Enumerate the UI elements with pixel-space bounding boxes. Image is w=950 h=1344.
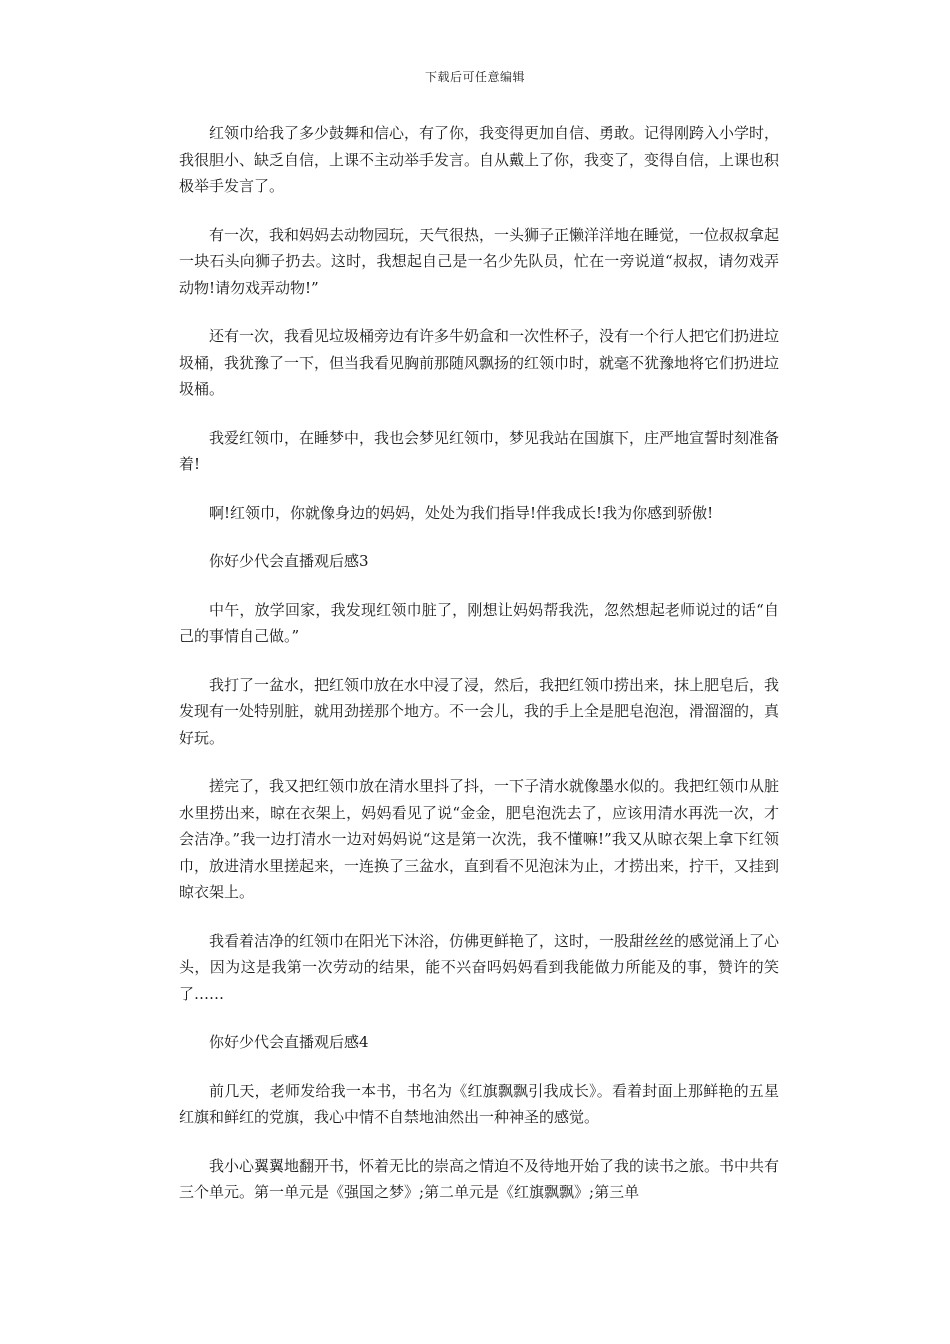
paragraph: 啊!红领巾，你就像身边的妈妈，处处为我们指导!伴我成长!我为你感到骄傲! [209,503,714,522]
paragraph: 前几天，老师发给我一本书，书名为《红旗飘飘引我成长》。看着封面上那鲜艳的五星红旗和鲜红的党旗，我心中情不自禁地油然出一种神圣的感觉。 [179,1081,779,1126]
paragraph: 中午，放学回家，我发现红领巾脏了，刚想让妈妈帮我洗，忽然想起老师说过的话“自己的事情自己做。” [179,600,779,645]
paragraph: 我爱红领巾，在睡梦中，我也会梦见红领巾，梦见我站在国旗下，庄严地宣誓时刻准备着! [179,428,780,473]
paragraph: 还有一次，我看见垃圾桶旁边有许多牛奶盒和一次性杯子，没有一个行人把它们扔进垃圾桶，我犹豫了一下，但当我看见胸前那随风飘扬的红领巾时，就毫不犹豫地将它们扔进垃圾桶。 [179,327,780,398]
paragraph: 搓完了，我又把红领巾放在清水里抖了抖，一下子清水就像墨水似的。我把红领巾从脏水里捞出来，晾在衣架上，妈妈看见了说“金金，肥皂泡洗去了，应该用清水再洗一次，才会洁净。”我一边打清水一边对妈妈说“这是第一次洗，我不懂嘛!”我又从晾衣架上拿下红领巾，放进清水里搓起来，一连换了三盆水，直到看不见泡沫为止，才捞出来，拧干，又挂到晾衣架上。 [179,777,780,901]
paragraph: 我打了一盆水，把红领巾放在水中浸了浸，然后，我把红领巾捞出来，抹上肥皂后，我发现有一处特别脏，就用劲搓那个地方。不一会儿，我的手上全是肥皂泡泡，滑溜溜的，真好玩。 [179,675,780,747]
paragraph: 有一次，我和妈妈去动物园玩，天气很热，一头狮子正懒洋洋地在睡觉，一位叔叔拿起一块石头向狮子扔去。这时，我想起自己是一名少先队员，忙在一旁说道“叔叔，请勿戏弄动物!请勿戏弄动物!” [179,225,780,297]
section-title: 你好少代会直播观后感4 [209,1033,369,1051]
document-body [179,120,779,1228]
section-title: 你好少代会直播观后感3 [209,552,369,570]
paragraph: 我看着洁净的红领巾在阳光下沐浴，仿佛更鲜艳了，这时，一股甜丝丝的感觉涌上了心头，因为这是我第一次劳动的结果，能不兴奋吗妈妈看到我能做力所能及的事，赞许的笑了…… [179,931,780,1003]
paragraph: 红领巾给我了多少鼓舞和信心，有了你，我变得更加自信、勇敢。记得刚跨入小学时，我很胆小、缺乏自信，上课不主动举手发言。自从戴上了你，我变了，变得自信，上课也积极举手发言了。 [179,124,780,195]
paragraph: 我小心翼翼地翻开书，怀着无比的崇高之情迫不及待地开始了我的读书之旅。书中共有三个单元。第一单元是《强国之梦》;第二单元是《红旗飘飘》;第三单 [179,1156,780,1201]
header-note: 下载后可任意编辑 [424,70,525,84]
